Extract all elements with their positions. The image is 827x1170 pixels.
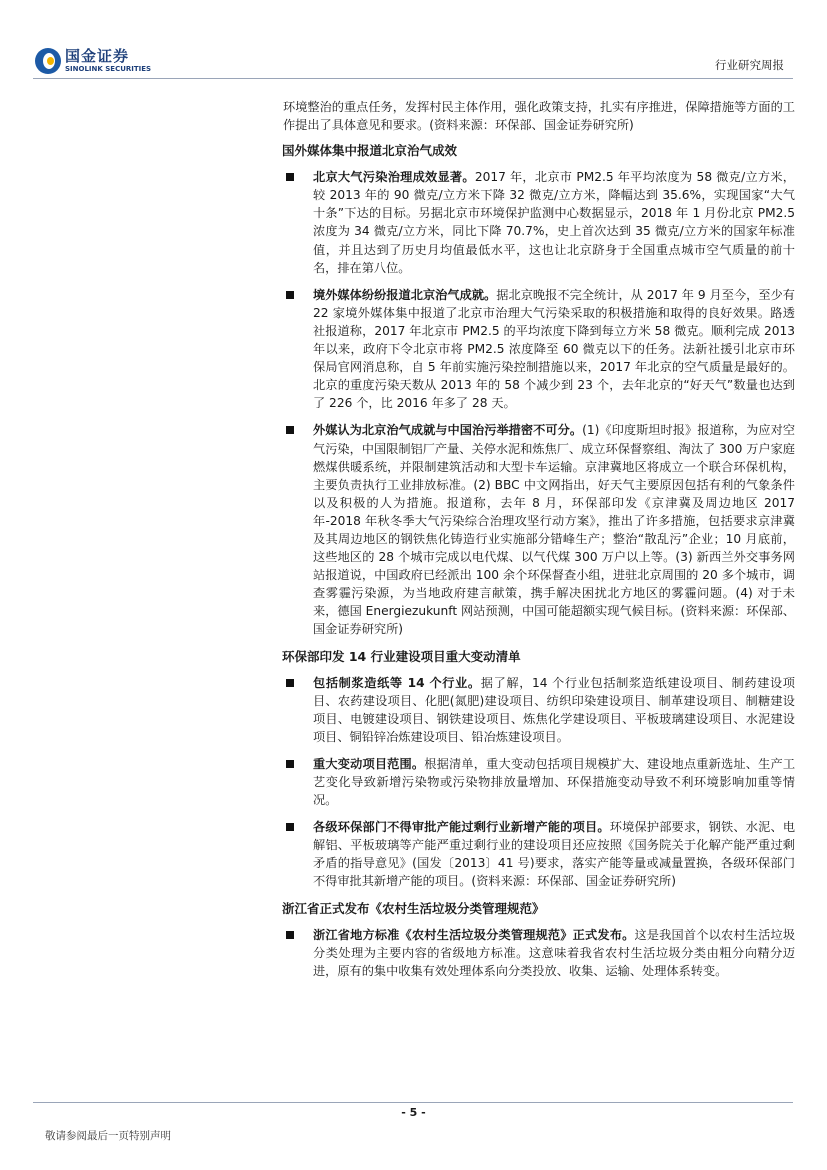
bullet-text: 2017 年，北京市 PM2.5 年平均浓度为 58 微克/立方米，较 2013 年的 90 微克/立方米下降 32 微克/立方米，降幅达到 35.6%，实现国家“大气十条”下达的目标。另据北京市环境保护监测中心数据显示，2018 年 1 月份北京 PM2.5 浓度为 34 微克/立方米，同比下降 70.7%，史上首次达到 35 微克/立方米的国家年标准值，并且达到了历史月均值最低水平，这也让北京跻身于全国重点城市空气质量的前十名，排在第八位。 — [313, 170, 795, 275]
bullet-heading: 境外媒体纷纷报道北京治气成就。 — [313, 287, 497, 302]
page-header — [0, 0, 827, 80]
company-logo — [35, 48, 155, 78]
bullet-text: 根据清单，重大变动包括项目规模扩大、建设地点重新选址、生产工艺变化导致新增污染物或污染物排放量增加、环保措施变动导致不利环境影响加重等情况。 — [313, 756, 796, 808]
header-divider — [33, 78, 793, 79]
report-type-label: 行业研究周报 — [715, 58, 784, 72]
bullet-square-icon — [286, 426, 294, 434]
main-content — [283, 98, 795, 989]
bullet-text: 这是我国首个以农村生活垃圾分类处理为主要内容的省级地方标准。这意味着我省农村生活垃圾分类由粗分向精分迈进，原有的集中收集有效处理体系向分类投放、收集、运输、处理体系转变。 — [313, 927, 796, 978]
bullet-heading: 包括制浆造纸等 14 个行业。 — [313, 675, 481, 690]
section-title-beijing-air: 国外媒体集中报道北京治气成效 — [282, 143, 458, 159]
bullet-item — [283, 674, 795, 746]
section-title-zhejiang-waste: 浙江省正式发布《农村生活垃圾分类管理规范》 — [282, 900, 545, 916]
section-title-major-changes: 环保部印发 14 行业建设项目重大变动清单 — [282, 648, 521, 664]
bullet-item — [283, 286, 795, 413]
bullet-square-icon — [286, 173, 294, 181]
bullet-item — [283, 926, 795, 980]
bullet-item — [283, 168, 795, 277]
bullet-square-icon — [286, 931, 294, 939]
disclaimer-note: 敬请参阅最后一页特别声明 — [45, 1130, 171, 1142]
bullet-heading: 重大变动项目范围。 — [313, 756, 425, 771]
logo-chinese-name: 国金证券 — [65, 47, 130, 65]
bullet-text: (1)《印度斯坦时报》报道称，为应对空气污染，中国限制铝厂产量、关停水泥和炼焦厂、成立环保督察组、淘汰了 300 万户家庭燃煤供暖系统，并限制建筑活动和大型卡车运输。京津冀地区将成立一个联合环保机构，主要负责执行工业排放标准。(2) BBC 中文网指出，好天气主要原因包括有利的气象条件以及积极的人为措施。报道称，去年 8 月，环保部印发《京津冀及周边地区 2017 年-2018 年秋冬季大气污染综合治理攻坚行动方案》，推出了许多措施，包括要求京津冀及其周边地区的钢铁焦化铸造行业实施部分错峰生产；整治“散乱污”企业；10 月底前，这些地区的 28 个城市完成以电代煤、以气代煤 300 万户以上等。(3) 新西兰外交事务网站报道说，中国政府已经派出 100 余个环保督查小组，进驻北京周围的 20 多个城市，调查雾霾污染源，为当地政府建言献策，携手解决困扰北方地区的雾霾问题。(4) 对于未来，德国 Energiezukunft 网站预测，中国可能超额实现气候目标。(资料来源：环保部、国金证券研究所) — [313, 423, 796, 637]
bullet-square-icon — [286, 679, 294, 687]
bullet-square-icon — [286, 823, 294, 831]
logo-emblem-icon — [35, 48, 61, 74]
bullet-item — [283, 755, 795, 809]
bullet-text: 据了解，14 个行业包括制浆造纸建设项目、制药建设项目、农药建设项目、化肥(氮肥)建设项目、纺织印染建设项目、制革建设项目、制糖建设项目、电镀建设项目、钢铁建设项目、炼焦化学建设项目、平板玻璃建设项目、水泥建设项目、铜铅锌冶炼建设项目、铅冶炼建设项目。 — [313, 675, 795, 744]
bullet-item — [283, 421, 795, 638]
logo-english-name: SINOLINK SECURITIES — [65, 65, 152, 73]
bullet-heading: 北京大气污染治理成效显著。 — [313, 170, 475, 185]
bullet-square-icon — [286, 760, 294, 768]
bullet-heading: 外媒认为北京治气成就与中国治污举措密不可分。 — [313, 423, 583, 438]
bullet-text: 环境保护部要求，钢铁、水泥、电解铝、平板玻璃等产能严重过剩行业的建设项目还应按照《国务院关于化解产能严重过剩矛盾的指导意见》(国发〔2013〕41 号)要求，落实产能等量或减量置换，各级环保部门不得审批其新增产能的项目。(资料来源：环保部、国金证券研究所) — [313, 820, 796, 889]
bullet-text: 据北京晚报不完全统计，从 2017 年 9 月至今，至少有 22 家境外媒体集中报道了北京市治理大气污染采取的积极措施和取得的良好效果。路透社报道称，2017 年北京市 PM2.5 的平均浓度下降到每立方米 58 微克。顺利完成 2013 年以来，政府下令北京市将 PM2.5 浓度降至 60 微克以下的任务。法新社援引北京市环保局官网消息称，自 5 年前实施污染控制措施以来，2017 年北京的空气质量是最好的。北京的重度污染天数从 2013 年的 58 个减少到 23 个，去年北京的“好天气”数量也达到了 226 个，比 2016 年多了 28 天。 — [313, 287, 795, 411]
intro-paragraph: 环境整治的重点任务，发挥村民主体作用，强化政策支持，扎实有序推进，保障措施等方面的工作提出了具体意见和要求。(资料来源：环保部、国金证券研究所) — [283, 100, 795, 133]
bullet-heading: 各级环保部门不得审批产能过剩行业新增产能的项目。 — [313, 820, 610, 835]
footer-divider — [33, 1102, 793, 1103]
page-number: - 5 - — [401, 1106, 426, 1119]
bullet-item — [283, 818, 795, 890]
bullet-square-icon — [286, 291, 294, 299]
bullet-heading: 浙江省地方标准《农村生活垃圾分类管理规范》正式发布。 — [313, 927, 635, 942]
